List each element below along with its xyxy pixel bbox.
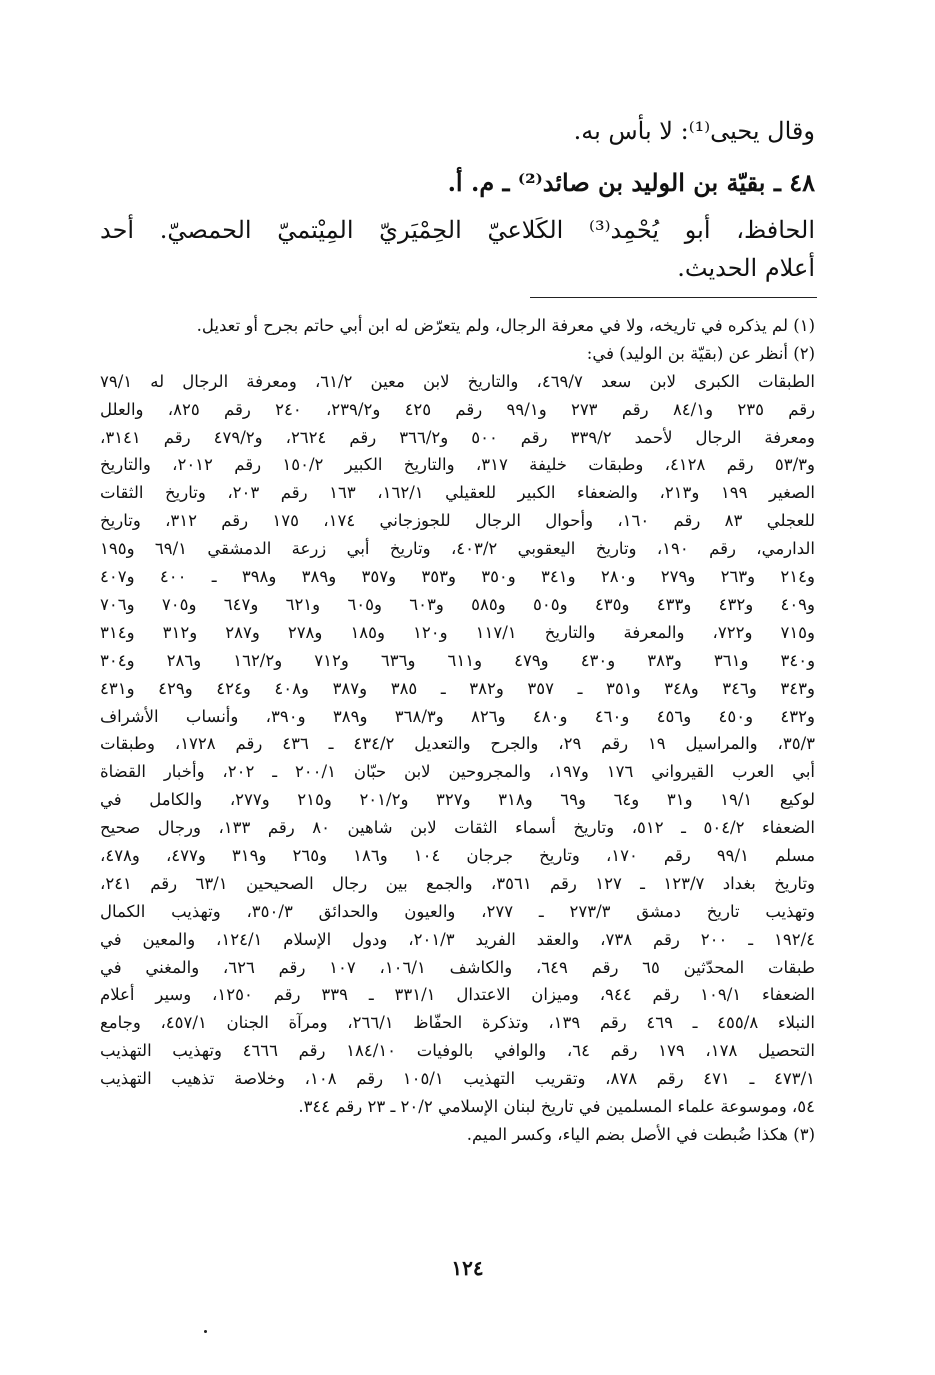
body-line-1: وقال يحيى⁽¹⁾: لا بأس به. — [573, 117, 815, 145]
footnote-2-line: ومعرفة الرجال لأحمد ٣٣٩/٢ رقم ٥٠٠ و٣٦٦/٢ رقم ٢٦٢٤، و٤٧٩/٢ رقم ٣١٤١، — [100, 427, 815, 447]
footnote-2-line: و٤٠٩ و٤٣٢ و٤٣٣ و٤٣٥ و٥٠٥ و٥٨٥ و٦٠٣ و٦٠٥ و٦٢١ و٦٤٧ و٧٠٥ و٧٠٦ — [100, 594, 815, 614]
footnote-2-line: و٢١٤ و٢٦٣ و٢٧٩ و٢٨٠ و٣٤١ و٣٥٠ و٣٥٣ و٣٥٧ و٣٨٩ و٣٩٨ ـ ٤٠٠ و٤٠٧ — [100, 567, 815, 587]
footnote-2-line: و٧١٥ و٧٢٢، والمعرفة والتاريخ ١١٧/١ و١٢٠ و١٨٥ و٢٧٨ و٢٨٧ و٣١٢ و٣١٤ — [100, 622, 815, 642]
scan-speck — [204, 1330, 207, 1333]
body-line-4: أعلام الحديث. — [677, 254, 815, 282]
footnote-2-line: و٤٣٢ و٤٥٠ و٤٥٦ و٤٦٠ و٤٨٠ و٨٢٦ و٣٦٨/٣ و٣٨٩ و٣٩٠، وأنساب الأشراف — [100, 706, 815, 726]
footnote-2-line: الصغير ١٩٩ و٢١٣، والضعفاء الكبير للعقيلي ١٦٢/١، ١٦٣ رقم ٢٠٣، وتاريخ الثقات — [100, 483, 815, 503]
footnote-2-line: أبي العرب القيرواني ١٧٦ و١٩٧، والمجروحين لابن حبّان ٢٠٠/١ ـ ٢٠٢، وأخبار القضاة — [100, 762, 815, 782]
footnote-2-line: الطبقات الكبرى لابن سعد ٤٦٩/٧، والتاريخ لابن معين ٦١/٢، ومعرفة الرجال له ٧٩/١ — [100, 371, 815, 391]
footnote-2-line: ٣٥/٣، والمراسيل ١٩ رقم ٢٩، والجرح والتعديل ٤٣٤/٢ ـ ٤٣٦ رقم ١٧٢٨، وطبقات — [100, 734, 815, 754]
footnote-2-line: مسلم ٩٩/١ رقم ١٧٠، وتاريخ جرجان ١٠٤ و١٨٦ و٢٦٥ و٣١٩ و٤٧٧، و٤٧٨، — [100, 845, 815, 865]
footnote-2-line: التحصيل ١٧٨، ١٧٩ رقم ٦٤، والوافي بالوفيات ١٨٤/١٠ رقم ٤٦٦٦ وتهذيب التهذيب — [100, 1041, 815, 1061]
footnote-2-line: ٤٧٣/١ ـ ٤٧١ رقم ٨٧٨، وتقريب التهذيب ١٠٥/١ رقم ١٠٨، وخلاصة تذهيب التهذيب — [100, 1069, 815, 1089]
footnote-2-line: الضعفاء ١٠٩/١ رقم ٩٤٤، وميزان الاعتدال ٣٣١/١ ـ ٣٣٩ رقم ١٢٥٠، وسير أعلام — [100, 985, 815, 1005]
footnote-2-line: ٥٤، وموسوعة علماء المسلمين في تاريخ لبنان الإسلامي ٢٠/٢ ـ ٢٣ رقم ٣٤٤. — [298, 1096, 815, 1116]
footnote-2-line: لوكيع ١٩/١ و٣١ و٦٤ و٦٩ و٣١٨ و٣٢٧ و٢٠١/٢ و٢١٥ و٢٧٧، والكامل في — [100, 790, 815, 810]
footnotes — [100, 312, 815, 1149]
footnote-2-line: و٣٤٠ و٣٦١ و٣٨٣ و٤٣٠ و٤٧٩ و٦١١ و٦٣٦ و٧١٢ و١٦٢/٢ و٢٨٦ و٣٠٤ — [100, 650, 815, 670]
footnote-2-intro: (٢) أنظر عن (بقيّة بن الوليد) في: — [586, 343, 815, 363]
footnote-2-line: النبلاء ٤٥٥/٨ ـ ٤٦٩ رقم ١٣٩، وتذكرة الحفّاظ ٢٦٦/١، ومرآة الجنان ٤٥٧/١، وجامع — [100, 1013, 815, 1033]
footnote-2-line: رقم ٢٣٥ و٨٤/١ رقم ٢٧٣ و٩٩/١ رقم ٤٢٥ و٢٣٩/٢، ٢٤٠ رقم ٨٢٥، والعلل — [100, 399, 815, 419]
footnote-2-line: وتهذيب تاريخ دمشق ٢٧٣/٣ ـ ٢٧٧، والعيون والحدائق ٣٥٠/٣، وتهذيب الكمال — [100, 901, 815, 921]
footnote-1: (١) لم يذكره في تاريخه، ولا في معرفة الرجال، ولم يتعرّض له ابن أبي حاتم بجرح أو تعديل. — [196, 316, 815, 335]
body-line-3: الحافظ، أبو يُحْمِد⁽³⁾ الكَلاعيّ الحِمْيَريّ المِيْتميّ الحمصيّ. أحد — [100, 216, 816, 244]
footnote-2-line: وتاريخ بغداد ١٢٣/٧ ـ ١٢٧ رقم ٣٥٦١، والجمع بين رجال الصحيحين ٦٣/١ رقم ٢٤١، — [100, 873, 815, 893]
footnote-2-line: طبقات المحدّثين ٦٥ رقم ٦٤٩، والكاشف ١٠٦/١، ١٠٧ رقم ٦٢٦، والمغني في — [100, 957, 815, 977]
footnote-2-line: الضعفاء ٥٠٤/٢ ـ ٥١٢، وتاريخ أسماء الثقات لابن شاهين ٨٠ رقم ١٣٣، ورجال صحيح — [100, 818, 815, 838]
entry-heading: ٤٨ ـ بقيّة بن الوليد بن صائد⁽²⁾ ـ م. أ. — [447, 168, 815, 197]
footnote-3: (٣) هكذا ضُبطت في الأصل بضم الياء، وكسر الميم. — [466, 1124, 815, 1144]
footnote-2-line: الدارمي، رقم ١٩٠، وتاريخ اليعقوبي ٤٠٣/٢، وتاريخ أبي زرعة الدمشقي ٦٩/١ و١٩٥ — [100, 539, 815, 559]
footnote-2-line: ١٩٢/٤ ـ ٢٠٠ رقم ٧٣٨، والعقد الفريد ٢٠١/٣، ودول الإسلام ١٢٤/١، والمعين في — [100, 929, 815, 949]
footnote-divider — [530, 297, 817, 298]
page-number: ١٢٤ — [451, 1256, 484, 1280]
footnote-2-line: و٣٤٣ و٣٤٦ و٣٤٨ و٣٥١ ـ ٣٥٧ و٣٨٢ ـ ٣٨٥ و٣٨٧ و٤٠٨ و٤٢٤ و٤٢٩ و٤٣١ — [100, 678, 815, 698]
footnote-2-line: و٥٣/٣ رقم ٤١٢٨، وطبقات خليفة ٣١٧، والتاريخ الكبير ١٥٠/٢ رقم ٢٠١٢، والتاريخ — [100, 455, 815, 475]
footnote-2-line: للعجلي ٨٣ رقم ١٦٠، وأحوال الرجال للجوزجاني ١٧٤، ١٧٥ رقم ٣١٢، وتاريخ — [100, 511, 815, 531]
